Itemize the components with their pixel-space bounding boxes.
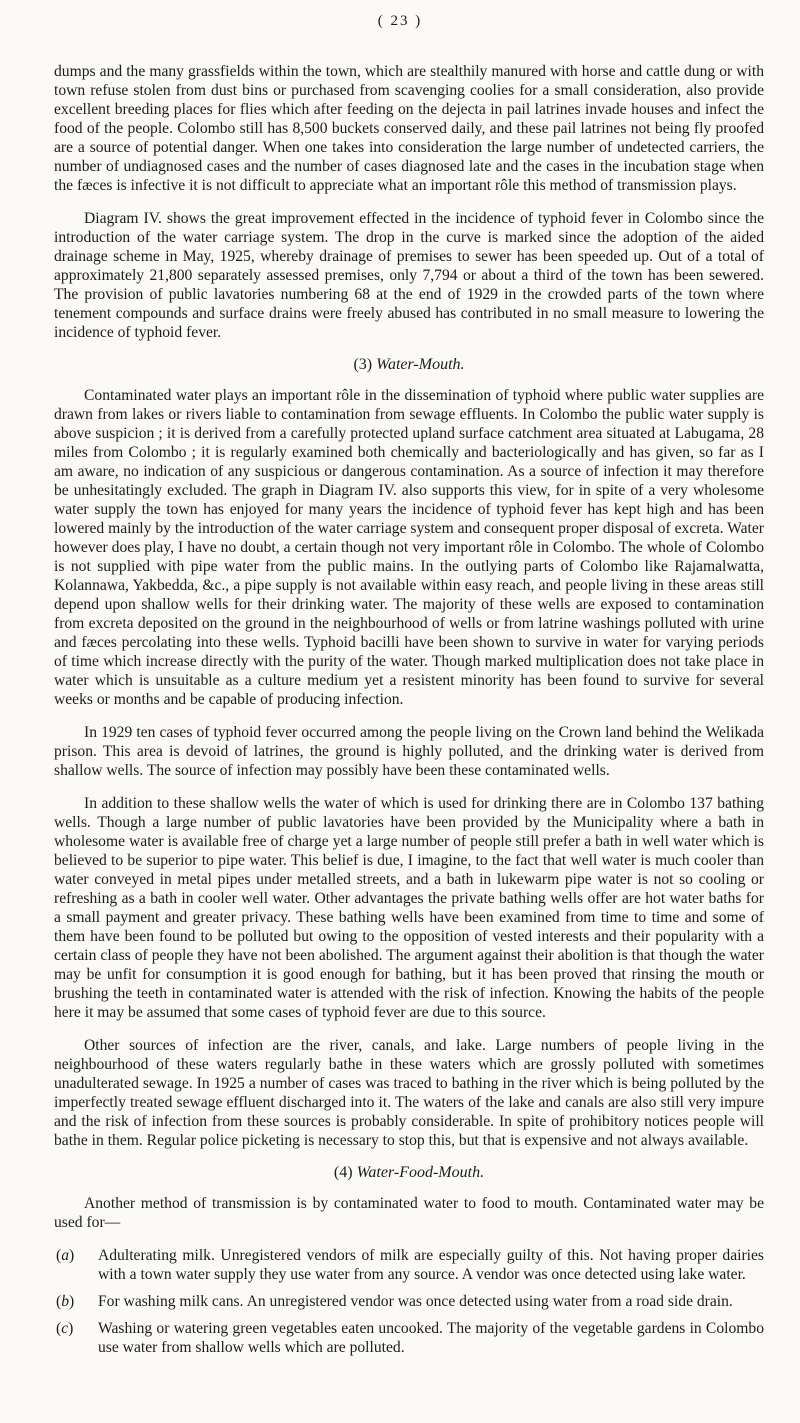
paragraph: dumps and the many grassfields within the town, which are stealthily manured with horse and cattle dung or with town refuse stolen from dust bins or purchased from scavenging coolies for a small consideration, also provide excellent breeding places for flies which after feeding on the dejecta in pail latrines invade houses and infect the food of the people. Colombo still has 8,500 buckets conserved daily, and these pail latrines not being fly proofed are a source of potential danger. When one takes into consideration the large number of undetected carriers, the number of undiagnosed cases and the number of cases diagnosed late and the cases in the incubation stage when the fæces is infective it is not difficult to appreciate what an important rôle this method of transmission plays.	[54, 63, 764, 194]
section-title: Water-Food-Mouth.	[356, 1164, 485, 1181]
list-item-text: For washing milk cans. An unregistered vendor was once detected using water from a road side drain.	[98, 1293, 733, 1310]
list-marker: (a)	[56, 1247, 75, 1264]
document-body	[54, 62, 764, 1365]
list-item-text: Washing or watering green vegetables eaten uncooked. The majority of the vegetable gardens in Colombo use water from shallow wells which are polluted.	[98, 1320, 764, 1356]
page-number: ( 23 )	[377, 13, 423, 29]
section-heading-water-food-mouth	[54, 1164, 764, 1182]
list-item	[54, 1246, 764, 1284]
paragraph: In addition to these shallow wells the water of which is used for drinking there are in Colombo 137 bathing wells. Though a large number of public lavatories have been provided by the Municipality where a bath in wholesome water is available free of charge yet a large number of people still prefer a bath in well water which is believed to be superior to pipe water. This belief is due, I imagine, to the fact that well water is much cooler than water conveyed in metal pipes under metalled streets, and a bath in lukewarm pipe water is not so cooling or refreshing as a bath in cooler well water. Other advantages the private bathing wells offer are hot water baths for a small payment and greater privacy. These bathing wells have been examined from time to time and some of them have been found to be polluted but owing to the opposition of vested interests and their popularity with a certain class of people they have not been abolished. The argument against their abolition is that though the water may be unfit for consumption it is good enough for bathing, but it has been proved that rinsing the mouth or brushing the teeth in contaminated water is attended with the risk of infection. Knowing the habits of the people here it may be assumed that some cases of typhoid fever are due to this source.	[54, 795, 764, 1021]
paragraph: Another method of transmission is by contaminated water to food to mouth. Contaminated water may be used for—	[54, 1195, 764, 1231]
section-title: Water-Mouth.	[376, 356, 465, 373]
list-marker: (c)	[56, 1320, 74, 1337]
paragraph: In 1929 ten cases of typhoid fever occurred among the people living on the Crown land behind the Welikada prison. This area is devoid of latrines, the ground is highly polluted, and the drinking water is derived from shallow wells. The source of infection may possibly have been these contaminated wells.	[54, 724, 764, 779]
paragraph: Diagram IV. shows the great improvement effected in the incidence of typhoid fever in Colombo since the introduction of the water carriage system. The drop in the curve is marked since the adoption of the aided drainage scheme in May, 1925, whereby drainage of premises to sewer has been speeded up. Out of a total of approximately 21,800 separately assessed premises, only 7,794 or about a third of the town has been sewered. The provision of public lavatories numbering 68 at the end of 1929 in the crowded parts of the town where tenement compounds and surface drains were freely abused has contributed in no small measure to lowering the incidence of typhoid fever.	[54, 210, 764, 341]
list-item-text: Adulterating milk. Unregistered vendors of milk are especially guilty of this. Not having proper dairies with a town water supply they use water from any source. A vendor was once detected using lake water.	[98, 1247, 764, 1283]
paragraph: Contaminated water plays an important rôle in the dissemination of typhoid where public water supplies are drawn from lakes or rivers liable to contamination from sewage effluents. In Colombo the public water supply is above suspicion ; it is derived from a carefully protected upland surface catchment area situated at Labugama, 28 miles from Colombo ; it is regularly examined both chemically and bacteriologically and has given, so far as I am aware, no indication of any suspicious or dangerous contamination. As a source of infection it may therefore be unhesitatingly excluded. The graph in Diagram IV. also supports this view, for in spite of a very wholesome water supply the town has enjoyed for many years the incidence of typhoid fever has kept high and has been lowered mainly by the introduction of the water carriage system and consequent proper disposal of excreta. Water however does play, I have no doubt, a certain though not very important rôle in Colombo. The whole of Colombo is not supplied with pipe water from the public mains. In the outlying parts of Colombo like Rajamalwatta, Kolannawa, Yakbedda, &c., a pipe supply is not available within easy reach, and people living in these areas still depend upon shallow wells for their drinking water. The majority of these wells are exposed to contamination from excreta deposited on the ground in the neighbourhood of wells or from latrine washings polluted with urine and fæces percolating into these wells. Typhoid bacilli have been shown to survive in water for varying periods of time which increase directly with the purity of the water. Though marked multiplication does not take place in water which is unsuitable as a culture medium yet a resistent minority has been found to survive for several weeks or months and be capable of producing infection.	[54, 387, 764, 708]
list-marker: (b)	[56, 1293, 75, 1310]
paragraph: Other sources of infection are the river, canals, and lake. Large numbers of people living in the neighbourhood of these waters regularly bathe in these waters which are grossly polluted with sometimes unadulterated sewage. In 1925 a number of cases was traced to bathing in the river which is being polluted by the imperfectly treated sewage effluent discharged into it. The waters of the lake and canals are also still very impure and the risk of infection from these sources is probably considerable. In spite of prohibitory notices people will bathe in them. Regular police picketing is necessary to stop this, but that is expensive and not always available.	[54, 1037, 764, 1149]
section-number: (3)	[353, 356, 373, 373]
section-heading-water-mouth	[54, 356, 764, 374]
list-item	[54, 1292, 764, 1311]
section-number: (4)	[333, 1164, 353, 1181]
contamination-list	[54, 1246, 764, 1357]
list-item	[54, 1319, 764, 1357]
